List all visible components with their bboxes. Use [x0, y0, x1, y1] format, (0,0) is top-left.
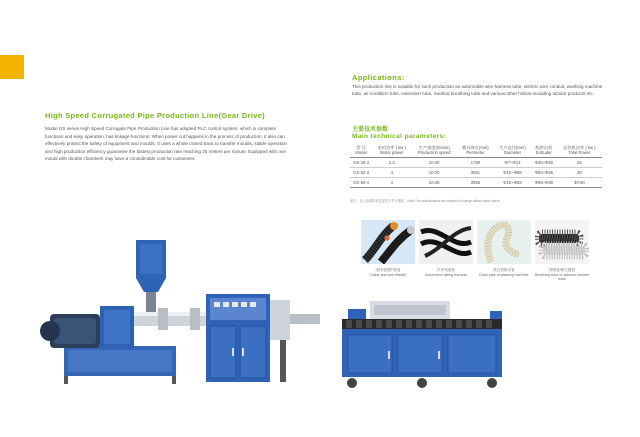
breathing-tube-photo — [535, 220, 589, 264]
cell-total-power: 30 — [557, 168, 602, 178]
page-tab-marker — [0, 55, 24, 79]
applications-text: This production line is suitable for such production as automobile wire harness tube, electric wire conduit, washing machine tube, air-condition tube, extension tube, medical breathing tube and various other hollow moulding tubular products etc. — [352, 84, 603, 97]
header-extruder: 配挤出机 Extruder — [531, 144, 557, 158]
cell-motor-power: 2.2 — [372, 158, 411, 168]
product-caption: 呼吸管/吸尘器管 Breathing tube or vacuum cleaner hose — [535, 268, 589, 282]
header-motor-power: 电机功率 ( kw ) Motor power — [372, 144, 411, 158]
parameters-table — [350, 144, 602, 188]
cell-perimeter: 3051 — [457, 168, 494, 178]
cell-speed: 10-20 — [411, 168, 457, 178]
product-caption: 电线电缆护套管 Cable and wire sheath — [370, 268, 406, 277]
extruder-machine-image — [40, 240, 325, 395]
applications-heading: Applications: — [352, 73, 405, 82]
product-description: Model GS series High Speed Corrugate Pipe Production Line has adopted PLC control system, which is complete functions and easy operation, has linkage functions. When power cut happens in the process of production, it also can effectively protect the safety of equipment and moulds. It uses a whole closed track to transfer moulds, stable operation and high production efficiency guarantee the fastest production rate reaching 25 meters per minute. Equipped with one mould with double chambers may save a considerable cost for customers. — [45, 126, 287, 162]
parameters-heading: Main technical parameters: — [352, 133, 447, 140]
cell-extruder: Φ45~Φ50 — [531, 158, 557, 168]
cell-perimeter: 1780 — [457, 158, 494, 168]
cell-diameter: Φ10~Φ58 — [494, 168, 531, 178]
cell-model: GS-50-3 — [350, 168, 372, 178]
corrugator-machine-image — [340, 295, 510, 390]
product-caption: 洗衣机排水管 Drain pipe of washing machine — [479, 268, 529, 277]
cell-perimeter: 3955 — [457, 178, 494, 188]
cell-motor-power: 4 — [372, 168, 411, 178]
cell-speed: 10-25 — [411, 178, 457, 188]
table-row — [350, 158, 602, 168]
cable-sheath-photo — [361, 220, 415, 264]
wiring-harness-photo — [419, 220, 473, 264]
cell-total-power: 25 — [557, 158, 602, 168]
cell-speed: 10-20 — [411, 158, 457, 168]
cell-extruder: Φ50~Φ65 — [531, 168, 557, 178]
header-diameter: 生产直径(mm) Diameter — [494, 144, 531, 158]
product-title: High Speed Corrugated Pipe Production Line(Gear Drive) — [45, 111, 265, 120]
cell-motor-power: 4 — [372, 178, 411, 188]
cell-model: GS-20-3 — [350, 158, 372, 168]
header-model: 型 号 Model — [350, 144, 372, 158]
header-perimeter: 模具周长(mm) Perimeter — [457, 144, 494, 158]
product-caption: 汽车线束管 Automotive wiring harness — [424, 268, 468, 277]
table-note: 备注：以上参数如有变更恕不另行通知。Note:The specifications are subject to change without prior notice. — [350, 199, 501, 203]
cell-model: GS-50-4 — [350, 178, 372, 188]
table-row — [350, 168, 602, 178]
washing-machine-pipe-photo — [477, 220, 531, 264]
parameters-heading-cn: 主要技术参数 — [352, 127, 389, 133]
cell-extruder: Φ65~Φ80 — [531, 178, 557, 188]
cell-total-power: 30-50 — [557, 178, 602, 188]
table-row — [350, 178, 602, 188]
cell-diameter: Φ10~Φ58 — [494, 178, 531, 188]
table-header-row — [350, 144, 602, 158]
cell-diameter: Φ7~Φ14 — [494, 158, 531, 168]
header-total-power: 总装机功率 ( kw ) Total Power — [557, 144, 602, 158]
header-production-speed: 生产速度(m/min) Production speed — [411, 144, 457, 158]
